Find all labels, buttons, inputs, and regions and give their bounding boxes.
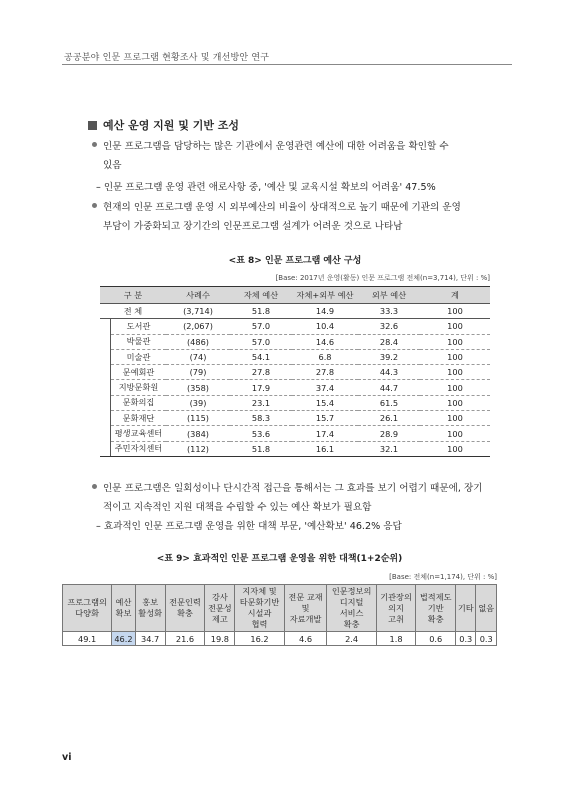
table-cell: 17.4 (292, 426, 358, 441)
table-cell: (486) (166, 334, 230, 349)
table-cell: 44.3 (358, 365, 420, 380)
table-cell: 10.4 (292, 319, 358, 334)
table-cell: 도서관 (111, 319, 167, 334)
table-row (100, 395, 490, 410)
table-cell: (74) (166, 349, 230, 364)
header-cell: 사례수 (166, 287, 230, 304)
table-9-title: <표 9> 효과적인 인문 프로그램 운영을 위한 대책(1+2순위) (156, 554, 403, 564)
paragraph-1 (92, 137, 512, 175)
table-cell: 전 체 (100, 304, 166, 319)
table-cell: (79) (166, 365, 230, 380)
paragraph-2 (92, 198, 512, 236)
table-header-row (63, 585, 497, 632)
header-cell: 예산 확보 (112, 585, 135, 632)
table-cell: 19.8 (205, 632, 235, 646)
table-cell: (112) (166, 441, 230, 456)
table-cell: 100 (420, 441, 490, 456)
table-cell: 32.1 (358, 441, 420, 456)
paragraph-2-line-2: 부담이 가중화되고 장기간의 인문프로그램 설계가 어려운 것으로 나타남 (103, 221, 403, 232)
header-cell: 법적제도 기반 확충 (416, 585, 456, 632)
table-cell: 문예회관 (111, 365, 167, 380)
table-row (100, 365, 490, 380)
header-cell: 기타 (456, 585, 476, 632)
table-cell: 39.2 (358, 349, 420, 364)
table-header-row (100, 287, 490, 304)
table-cell: 23.1 (230, 395, 292, 410)
table-cell: 44.7 (358, 380, 420, 395)
table-8 (100, 286, 490, 457)
table-cell: (358) (166, 380, 230, 395)
paragraph-1-sub: – 인문 프로그램 운영 관련 애로사항 중, '예산 및 교육시설 확보의 어려움' 47.5% (96, 182, 436, 193)
paragraph-1-line-1: 인문 프로그램을 담당하는 많은 기관에서 운영관련 예산에 대한 어려움을 확인할 수 (92, 137, 512, 156)
header-cell: 자체+외부 예산 (292, 287, 358, 304)
header-cell: 자체 예산 (230, 287, 292, 304)
table-row (100, 319, 490, 334)
section-heading (88, 117, 239, 133)
table-cell: 문화의집 (111, 395, 167, 410)
bullet-icon (92, 142, 97, 147)
table-cell: 53.6 (230, 426, 292, 441)
table-row (100, 334, 490, 349)
page-number: vi (62, 752, 72, 763)
header-cell: 지자체 및 타문화기반 시설과 협력 (235, 585, 284, 632)
table-cell: 6.8 (292, 349, 358, 364)
table-cell: 33.3 (358, 304, 420, 319)
header-cell: 전문 교재 및 자료개발 (284, 585, 327, 632)
table-cell: 51.8 (230, 441, 292, 456)
table-cell: 32.6 (358, 319, 420, 334)
table-9-base-note: [Base: 전체(n=1,174), 단위 : %] (389, 573, 497, 581)
table-cell: 27.8 (230, 365, 292, 380)
paragraph-2-line-1: 현재의 인문 프로그램 운영 시 외부예산의 비율이 상대적으로 높기 때문에 기관의 운영 (92, 198, 512, 217)
header-cell: 프로그램의 다양화 (63, 585, 112, 632)
table-cell: 4.6 (284, 632, 327, 646)
table-cell: (2,067) (166, 319, 230, 334)
table-cell: (3,714) (166, 304, 230, 319)
table-cell: 주민자치센터 (111, 441, 167, 456)
table-cell: 문화재단 (111, 411, 167, 426)
table-cell: 2.4 (327, 632, 376, 646)
table-cell: 100 (420, 426, 490, 441)
table-row (63, 632, 497, 646)
paragraph-3-line-1: 인문 프로그램은 일회성이나 단시간적 접근을 통해서는 그 효과를 보기 어렵기 때문에, 장기 (92, 479, 512, 498)
table-cell: 21.6 (165, 632, 205, 646)
table-cell: 49.1 (63, 632, 112, 646)
section-title: 예산 운영 지원 및 기반 조성 (103, 119, 240, 132)
table-cell: 0.6 (416, 632, 456, 646)
header-cell: 없음 (476, 585, 497, 632)
header-cell: 홍보 활성화 (135, 585, 165, 632)
table-cell: 17.9 (230, 380, 292, 395)
table-row (100, 411, 490, 426)
header-cell: 구 분 (100, 287, 166, 304)
table-cell: 100 (420, 380, 490, 395)
table-cell: 14.9 (292, 304, 358, 319)
header-cell: 기관장의 의지 고취 (376, 585, 416, 632)
paragraph-1-line-2: 있음 (103, 160, 122, 171)
table-cell: (39) (166, 395, 230, 410)
table-cell: 100 (420, 395, 490, 410)
table-cell: 100 (420, 334, 490, 349)
table-cell: 16.2 (235, 632, 284, 646)
table-8-base-note: [Base: 2017년 운영(활동) 인문 프로그램 전체(n=3,714), 단위 : %] (275, 274, 490, 282)
table-cell: 34.7 (135, 632, 165, 646)
table-cell: 지방문화원 (111, 380, 167, 395)
table-cell: 100 (420, 365, 490, 380)
header-cell: 전문인력 확충 (165, 585, 205, 632)
table-cell: 28.4 (358, 334, 420, 349)
table-8-title: <표 8> 인문 프로그램 예산 구성 (228, 256, 362, 266)
table-cell: 15.4 (292, 395, 358, 410)
table-row (100, 426, 490, 441)
paragraph-3-sub: – 효과적인 인문 프로그램 운영을 위한 대책 부문, '예산확보' 46.2% 응답 (96, 521, 402, 532)
table-cell: 15.7 (292, 411, 358, 426)
table-cell: 58.3 (230, 411, 292, 426)
table-cell: 100 (420, 411, 490, 426)
bullet-icon (92, 484, 97, 489)
table-cell: 14.6 (292, 334, 358, 349)
running-header: 공공분야 인문 프로그램 현황조사 및 개선방안 연구 (64, 53, 270, 63)
table-cell: 51.8 (230, 304, 292, 319)
table-cell: (115) (166, 411, 230, 426)
square-bullet-icon (88, 121, 97, 130)
table-cell: 0.3 (476, 632, 497, 646)
table-cell: (384) (166, 426, 230, 441)
paragraph-3-line-2: 적이고 지속적인 지원 대책을 수립할 수 있는 예산 확보가 필요함 (103, 502, 372, 513)
header-rule (62, 64, 512, 65)
paragraph-3 (92, 479, 512, 517)
table-cell: 박물관 (111, 334, 167, 349)
table-row (100, 380, 490, 395)
table-cell: 57.0 (230, 334, 292, 349)
table-cell: 26.1 (358, 411, 420, 426)
header-cell: 외부 예산 (358, 287, 420, 304)
table-cell: 61.5 (358, 395, 420, 410)
table-cell: 0.3 (456, 632, 476, 646)
table-row (100, 349, 490, 364)
table-cell: 16.1 (292, 441, 358, 456)
table-cell: 1.8 (376, 632, 416, 646)
table-cell: 37.4 (292, 380, 358, 395)
table-row-total (100, 304, 490, 319)
bullet-icon (92, 203, 97, 208)
table-cell: 100 (420, 319, 490, 334)
table-cell: 미술관 (111, 349, 167, 364)
table-cell: 28.9 (358, 426, 420, 441)
table-9 (62, 584, 497, 646)
header-cell: 인문정보의 디지털 서비스 확충 (327, 585, 376, 632)
table-cell: 57.0 (230, 319, 292, 334)
table-cell: 100 (420, 349, 490, 364)
table-cell-highlighted: 46.2 (112, 632, 135, 646)
table-cell: 54.1 (230, 349, 292, 364)
header-cell: 계 (420, 287, 490, 304)
header-cell: 강사 전문성 제고 (205, 585, 235, 632)
table-row (100, 441, 490, 456)
table-cell: 평생교육센터 (111, 426, 167, 441)
table-cell: 100 (420, 304, 490, 319)
table-cell: 27.8 (292, 365, 358, 380)
